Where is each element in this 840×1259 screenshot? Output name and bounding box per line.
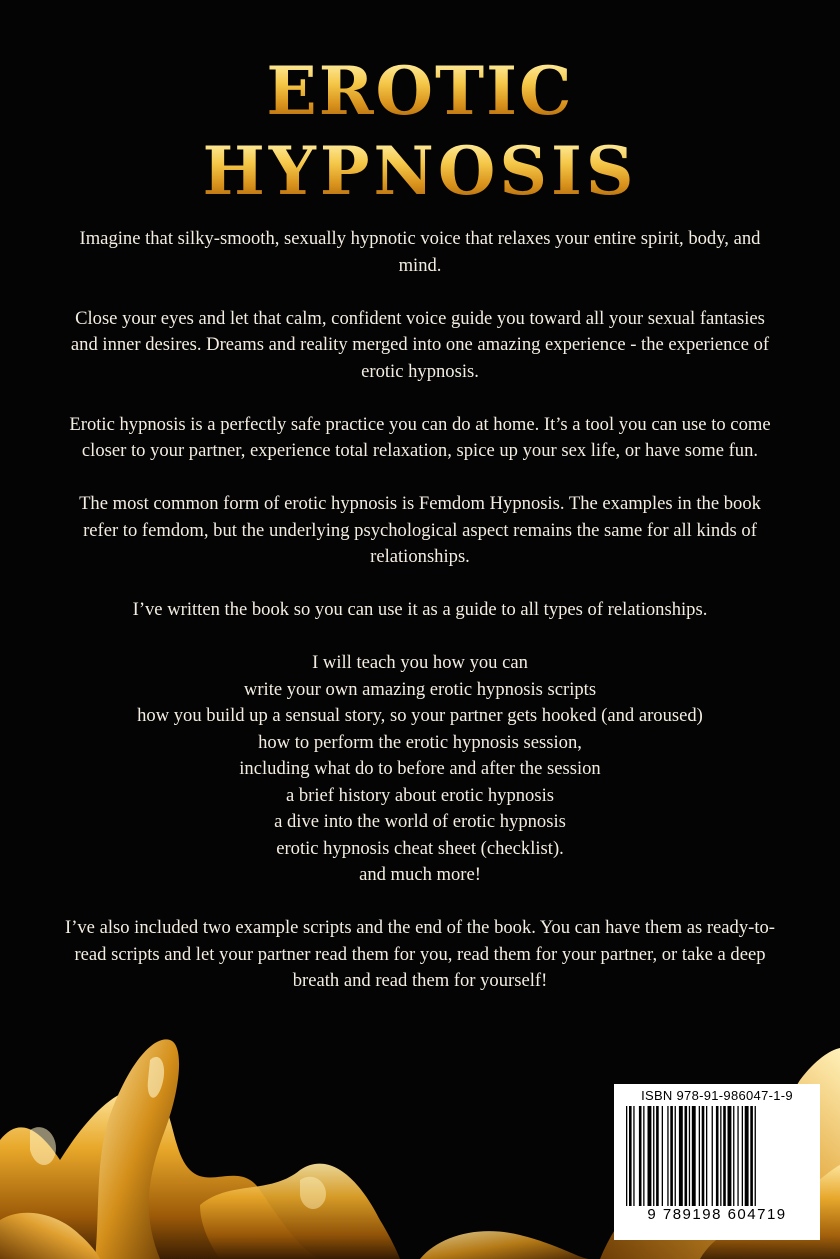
list-item: how to perform the erotic hypnosis session, [258, 731, 582, 753]
book-title [0, 52, 840, 210]
blurb-paragraph-1: Imagine that silky-smooth, sexually hypnotic voice that relaxes your entire spirit, body, and mind. [79, 228, 761, 276]
teaching-list [60, 650, 780, 889]
list-item: erotic hypnosis cheat sheet (checklist). [276, 837, 564, 859]
list-item: how you build up a sensual story, so your partner gets hooked (and aroused) [137, 705, 703, 726]
isbn-barcode [614, 1084, 820, 1240]
blurb [60, 226, 780, 1021]
list-item: including what do to before and after the session [239, 758, 601, 779]
blurb-paragraph-3: Erotic hypnosis is a perfectly safe practice you can do at home. It’s a tool you can use to come closer to your partner, experience total relaxation, spice up your sex life, or have some fun. [69, 413, 771, 461]
list-item: and much more! [359, 864, 481, 885]
barcode-digits: 9 789198 604719 [647, 1206, 787, 1223]
blurb-paragraph-6: I’ve also included two example scripts and the end of the book. You can have them as ready-to-read scripts and let your partner read them for you, read them for your partner, or take a deep breath and read them for yourself! [65, 917, 775, 991]
list-item: I will teach you how you can [312, 652, 528, 673]
blurb-paragraph-5: I’ve written the book so you can use it as a guide to all types of relationships. [132, 599, 708, 620]
list-item: write your own amazing erotic hypnosis scripts [243, 678, 597, 700]
title-line-erotic: EROTIC [0, 58, 840, 124]
isbn-label: ISBN 978-91-986047-1-9 [641, 1088, 793, 1103]
barcode-bars [620, 1106, 814, 1206]
blurb-paragraph-2: Close your eyes and let that calm, confident voice guide you toward all your sexual fantasies and inner desires. Dreams and reality merged into one amazing experience - the experience of erotic hypnosis. [70, 307, 770, 382]
title-line-hypnosis: HYPNOSIS [0, 138, 840, 204]
blurb-paragraph-4: The most common form of erotic hypnosis is Femdom Hypnosis. The examples in the book refer to femdom, but the underlying psychological aspect remains the same for all kinds of relationships. [79, 493, 761, 567]
list-item: a dive into the world of erotic hypnosis [274, 811, 566, 832]
list-item: a brief history about erotic hypnosis [285, 784, 554, 806]
